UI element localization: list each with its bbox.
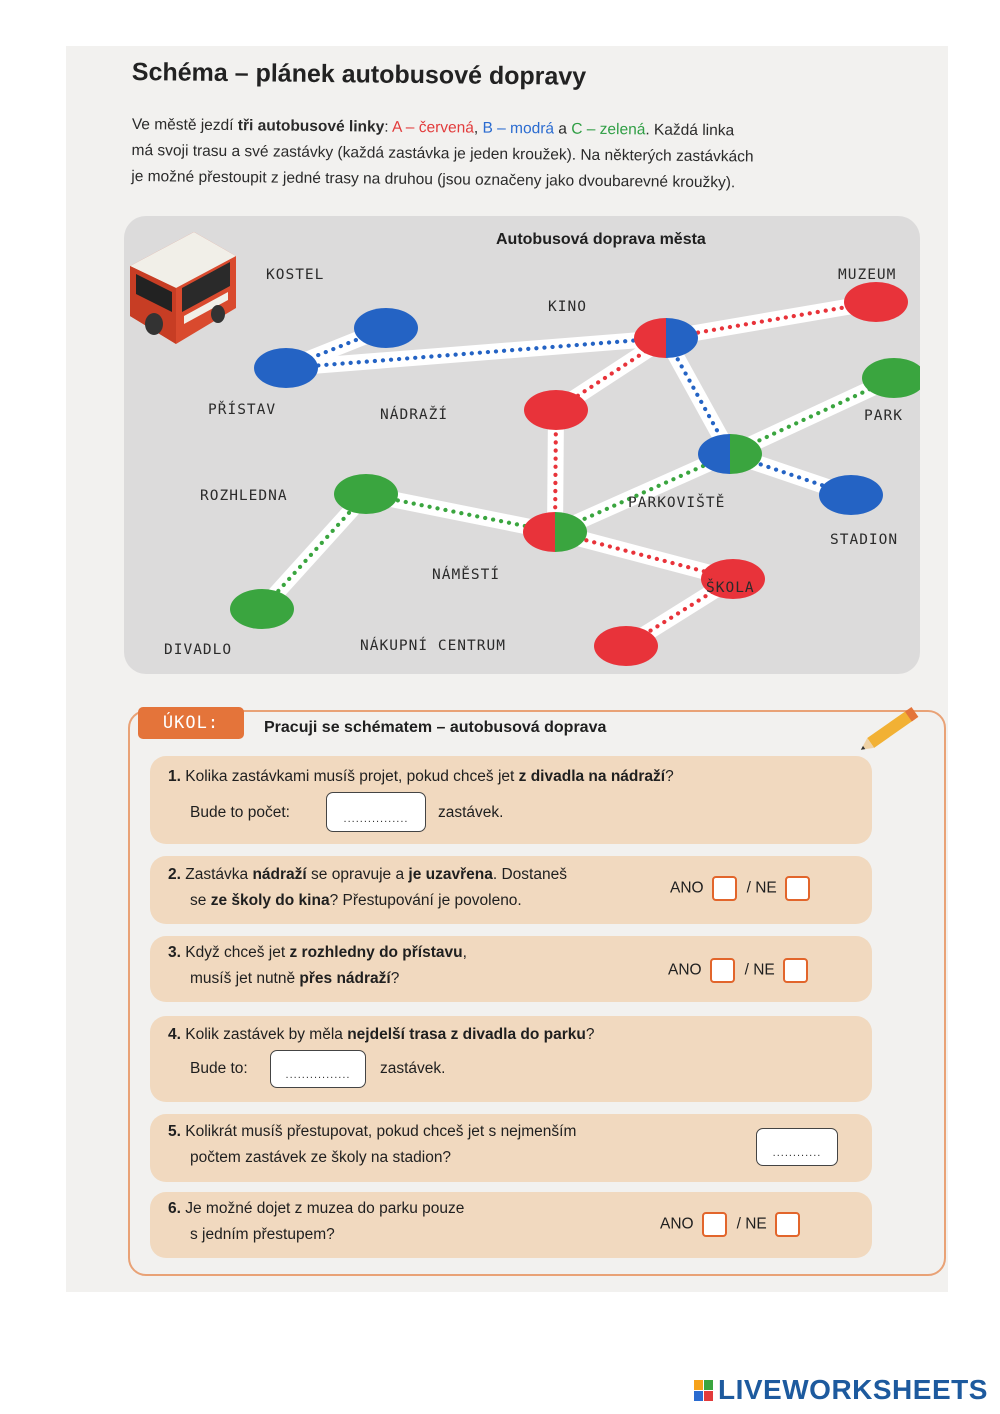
bus-icon xyxy=(130,232,236,344)
map-title: Autobusová doprava města xyxy=(496,231,706,248)
question-emphasis: je uzavřena xyxy=(408,866,493,883)
question-emphasis: nádraží xyxy=(252,866,307,883)
choice-separator: / xyxy=(746,879,751,897)
question-number: 6. xyxy=(168,1200,181,1217)
question-6-text-line-2: s jedním přestupem? xyxy=(190,1226,335,1243)
page-title: Schéma – plánek autobusové dopravy xyxy=(131,58,587,91)
stop-divadlo xyxy=(230,589,294,629)
no-label: NE xyxy=(755,879,777,897)
stop-label-nakupni-centrum: NÁKUPNÍ CENTRUM xyxy=(360,638,506,654)
question-number: 5. xyxy=(168,1123,181,1140)
bus-map-diagram xyxy=(124,216,920,674)
stop-label-nadrazi: NÁDRAŽÍ xyxy=(380,407,449,423)
question-2-choices xyxy=(670,876,820,901)
line-c-label: C – zelená xyxy=(571,120,646,139)
intro-emphasis: tři xyxy=(237,117,254,135)
stop-kino xyxy=(634,318,698,358)
question-4-text xyxy=(168,1026,594,1044)
question-3-text-line-2 xyxy=(190,970,399,988)
yes-label: ANO xyxy=(668,961,702,979)
answer-placeholder: ................ xyxy=(285,1069,351,1081)
question-emphasis: z divadla na nádraží xyxy=(518,768,666,785)
intro-line-3: je možné přestoupit z jedné trasy na druhou (jsou označeny jako dvoubarevné kroužky). xyxy=(131,167,736,192)
question-text: ? Přestupování je povoleno. xyxy=(329,892,522,909)
stop-marker xyxy=(844,282,908,322)
intro-text: , xyxy=(473,119,483,137)
question-text: Kolik zastávek by měla xyxy=(185,1026,348,1043)
stop-marker xyxy=(334,474,398,514)
stop-parkoviste xyxy=(698,434,762,474)
stop-label-pristav: PŘÍSTAV xyxy=(208,402,277,418)
intro-text: Ve městě jezdí xyxy=(131,115,238,135)
stop-marker xyxy=(230,589,294,629)
question-text: ? xyxy=(390,970,400,987)
route-tracks xyxy=(262,302,894,646)
question-5-text-line-2: počtem zastávek ze školy na stadion? xyxy=(190,1149,452,1166)
stop-label-parkoviste: PARKOVIŠTĚ xyxy=(628,495,726,511)
yes-checkbox[interactable] xyxy=(710,958,735,983)
answer-input-4[interactable] xyxy=(270,1050,366,1088)
question-number: 3. xyxy=(168,944,181,961)
question-6 xyxy=(150,1192,872,1258)
question-1-text xyxy=(168,768,674,786)
question-text: , xyxy=(462,944,467,961)
answer-placeholder: ................ xyxy=(343,813,409,825)
question-2 xyxy=(150,856,872,924)
line-a-label: A – červená xyxy=(391,118,474,137)
answer-input-1[interactable] xyxy=(326,792,426,832)
stop-label-kostel: KOSTEL xyxy=(266,267,325,283)
yes-checkbox[interactable] xyxy=(712,876,737,901)
stop-marker-right-half xyxy=(666,318,698,358)
no-label: NE xyxy=(745,1215,767,1233)
stop-marker-left-half xyxy=(523,512,555,552)
question-6-choices xyxy=(660,1212,810,1237)
question-text: Zastávka xyxy=(185,866,253,883)
stop-kostel xyxy=(354,308,418,348)
answer-input-5[interactable] xyxy=(756,1128,838,1166)
question-4-unit: zastávek. xyxy=(380,1060,446,1077)
question-4 xyxy=(150,1016,872,1102)
question-emphasis: nejdelší trasa z divadla do parku xyxy=(347,1026,586,1043)
stop-label-divadlo: DIVADLO xyxy=(164,642,233,658)
intro-line-2: má svoji trasu a své zastávky (každá zastávka je jeden kroužek). Na některých zastávkách xyxy=(131,141,754,166)
liveworksheets-logo-icon xyxy=(694,1380,714,1402)
question-text: Kolikrát musíš přestupovat, pokud chceš jet s nejmenším xyxy=(185,1123,577,1140)
question-5-text-line-1 xyxy=(168,1123,576,1141)
question-number: 4. xyxy=(168,1026,181,1043)
question-text: . Dostaneš xyxy=(492,866,567,883)
question-5 xyxy=(150,1114,872,1182)
stop-marker xyxy=(819,475,883,515)
question-text: musíš jet nutně xyxy=(190,970,300,987)
question-4-answer-prompt: Bude to: xyxy=(190,1060,248,1077)
intro-text: : xyxy=(384,118,393,136)
choice-separator: / xyxy=(744,961,749,979)
no-checkbox[interactable] xyxy=(783,958,808,983)
question-text: se opravuje a xyxy=(306,866,409,883)
stop-namesti xyxy=(523,512,587,552)
stop-nakupni xyxy=(594,626,658,666)
question-number: 1. xyxy=(168,768,181,785)
stop-label-stadion: STADION xyxy=(830,532,899,548)
question-text: ? xyxy=(665,768,674,785)
stop-marker xyxy=(524,390,588,430)
question-number: 2. xyxy=(168,866,181,883)
question-text: Kolika zastávkami musíš projet, pokud chceš jet xyxy=(185,768,519,785)
task-heading: Pracuji se schématem – autobusová doprava xyxy=(264,719,607,736)
no-checkbox[interactable] xyxy=(785,876,810,901)
question-3-choices xyxy=(668,958,818,983)
question-text: ? xyxy=(585,1026,595,1043)
question-text: Je možné dojet z muzea do parku pouze xyxy=(185,1200,465,1217)
question-6-text-line-1 xyxy=(168,1200,464,1218)
question-emphasis: přes nádraží xyxy=(299,970,391,987)
stop-label-rozhledna: ROZHLEDNA xyxy=(200,488,288,504)
yes-label: ANO xyxy=(660,1215,694,1233)
task-tag: ÚKOL: xyxy=(138,707,244,739)
question-emphasis: ze školy do kina xyxy=(210,892,330,909)
question-1-answer-prompt: Bude to počet: xyxy=(190,804,290,821)
question-emphasis: z rozhledny do přístavu xyxy=(289,944,463,961)
question-text: Když chceš jet xyxy=(185,944,290,961)
question-2-text-line-1 xyxy=(168,866,567,884)
brand-name: LIVEWORKSHEETS xyxy=(718,1374,988,1405)
yes-label: ANO xyxy=(670,879,704,897)
stop-stadion xyxy=(819,475,883,515)
stop-marker xyxy=(354,308,418,348)
stop-label-namesti: NÁMĚSTÍ xyxy=(432,567,501,583)
worksheet-page xyxy=(66,46,948,1292)
choice-separator: / xyxy=(736,1215,741,1233)
stop-label-park: PARK xyxy=(864,408,903,424)
intro-text: . Každá linka xyxy=(645,121,735,140)
no-checkbox[interactable] xyxy=(775,1212,800,1237)
stop-label-skola: ŠKOLA xyxy=(706,580,755,596)
question-text: se xyxy=(190,892,211,909)
yes-checkbox[interactable] xyxy=(702,1212,727,1237)
question-3 xyxy=(150,936,872,1002)
stop-marker xyxy=(594,626,658,666)
stop-marker xyxy=(254,348,318,388)
pencil-icon xyxy=(852,700,932,756)
question-1-unit: zastávek. xyxy=(438,804,504,821)
intro-paragraph xyxy=(131,112,922,198)
question-1 xyxy=(150,756,872,844)
stop-label-kino: KINO xyxy=(548,299,587,315)
stop-pristav xyxy=(254,348,318,388)
answer-placeholder: ............ xyxy=(772,1147,822,1159)
stop-muzeum xyxy=(844,282,908,322)
intro-emphasis: autobusové linky xyxy=(257,117,385,136)
no-label: NE xyxy=(753,961,775,979)
stop-label-muzeum: MUZEUM xyxy=(838,267,897,283)
question-3-text-line-1 xyxy=(168,944,467,962)
intro-text: a xyxy=(553,120,572,138)
stop-nadrazi xyxy=(524,390,588,430)
stop-rozhledna xyxy=(334,474,398,514)
line-b-label: B – modrá xyxy=(482,119,555,138)
bus-map xyxy=(124,216,920,674)
question-2-text-line-2 xyxy=(190,892,522,910)
